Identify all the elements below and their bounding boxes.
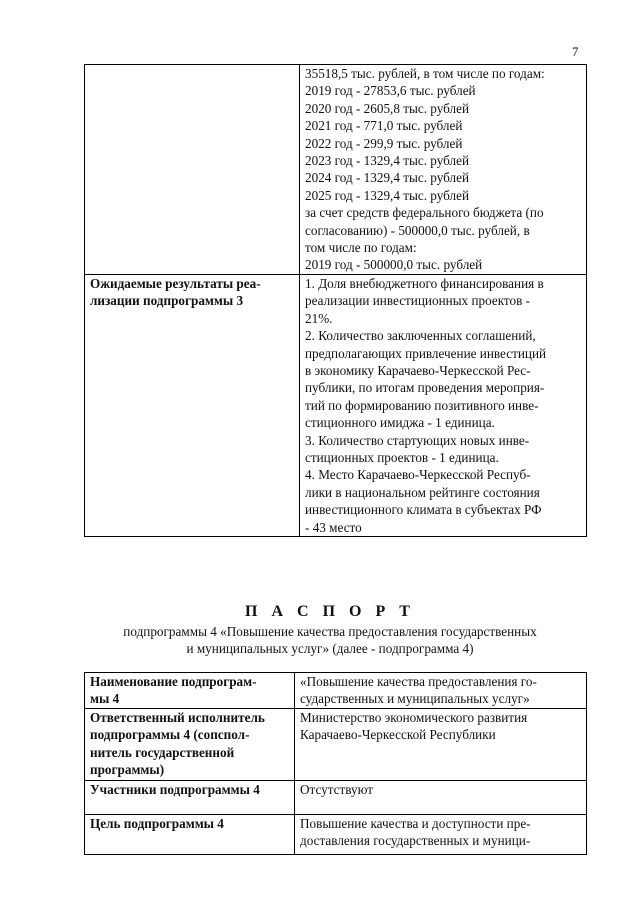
financing-results-table <box>84 64 587 537</box>
row-value-line: 2024 год - 1329,4 тыс. рублей <box>305 170 470 186</box>
row-value-line: 2020 год - 2605,8 тыс. рублей <box>305 100 470 116</box>
row-value-line: 2021 год - 771,0 тыс. рублей <box>305 118 463 134</box>
table-row <box>85 65 587 275</box>
row-label-line: лизации подпрограммы 3 <box>90 293 244 309</box>
row-label-line: Цель подпрограммы 4 <box>90 816 224 831</box>
row-value-cell <box>295 781 587 815</box>
row-value-line: Министерство экономического развития <box>300 710 528 725</box>
row-value-cell <box>295 673 587 709</box>
row-value-line: доставления государственных и муници- <box>300 833 531 849</box>
row-label-cell <box>85 815 295 855</box>
row-value-line: Повышение качества и доступности пре- <box>300 816 531 831</box>
passport-title: П А С П О Р Т <box>245 603 415 620</box>
row-value-line: реализации инвестиционных проектов - <box>305 293 531 309</box>
subprogram4-passport-table <box>84 672 587 855</box>
row-value-cell <box>300 65 587 275</box>
row-value-line: 21%. <box>305 310 333 326</box>
row-label-line: нитель государственной <box>90 744 235 760</box>
table-row <box>85 815 587 855</box>
row-value-line: 3. Количество стартующих новых инве- <box>305 432 530 448</box>
row-value-line: согласованию) - 500000,0 тыс. рублей, в <box>305 222 530 238</box>
row-value-line: лики в национальном рейтинге состояния <box>305 484 540 500</box>
row-value-cell <box>295 709 587 781</box>
row-label-line: подпрограммы 4 (сопспол- <box>90 727 250 743</box>
table-row <box>85 709 587 781</box>
row-label-cell <box>85 65 300 275</box>
passport-subtitle <box>70 623 590 657</box>
table-row <box>85 274 587 536</box>
row-value-line: стиционных проектов - 1 единица. <box>305 449 499 465</box>
row-value-line: 2025 год - 1329,4 тыс. рублей <box>305 187 470 203</box>
passport-subtitle-line: подпрограммы 4 «Повышение качества предоставления государственных <box>123 624 537 639</box>
page-number: 7 <box>572 44 579 59</box>
row-value-line: инвестиционного климата в субъектах РФ <box>305 502 542 518</box>
row-value-line: 2. Количество заключенных соглашений, <box>305 328 536 344</box>
row-value-line: предполагающих привлечение инвестиций <box>305 345 547 361</box>
row-value-line: 2019 год - 500000,0 тыс. рублей <box>305 257 483 273</box>
row-value-line: 2022 год - 299,9 тыс. рублей <box>305 135 463 151</box>
row-label-line: мы 4 <box>90 691 120 707</box>
row-value-line: сударственных и муниципальных услуг» <box>300 691 530 707</box>
row-value-line: в экономику Карачаево-Черкесской Рес- <box>305 362 531 378</box>
row-value-line: 2019 год - 27853,6 тыс. рублей <box>305 83 476 99</box>
table-row <box>85 781 587 815</box>
row-label-cell <box>85 274 300 536</box>
row-label-cell <box>85 781 295 815</box>
passport-subtitle-line: и муниципальных услуг» (далее - подпрограмма 4) <box>186 641 474 656</box>
row-value-line: за счет средств федерального бюджета (по <box>305 205 544 221</box>
row-value-cell <box>300 274 587 536</box>
row-label-line: Ожидаемые результаты реа- <box>90 275 261 291</box>
row-label-cell <box>85 673 295 709</box>
row-value-line: - 43 место <box>305 519 362 535</box>
row-label-line: Наименование подпрограм- <box>90 674 257 689</box>
passport-title-block <box>70 603 590 657</box>
row-value-line: 2023 год - 1329,4 тыс. рублей <box>305 153 470 169</box>
row-value-line: стиционного имиджа - 1 единица. <box>305 415 495 431</box>
row-value-line: 1. Доля внебюджетного финансирования в <box>305 275 544 291</box>
row-value-line: тий по формированию позитивного инве- <box>305 397 539 413</box>
row-value-cell <box>295 815 587 855</box>
row-value-line: «Повышение качества предоставления го- <box>300 674 537 689</box>
row-value-line: том числе по годам: <box>305 240 417 256</box>
row-label-line: Участники подпрограммы 4 <box>90 782 260 797</box>
row-value-line: 35518,5 тыс. рублей, в том числе по годам: <box>305 66 545 81</box>
table-row <box>85 673 587 709</box>
row-label-line: Ответственный исполнитель <box>90 710 265 725</box>
row-value-line: 4. Место Карачаево-Черкесской Респуб- <box>305 467 531 483</box>
row-value-line: публики, по итогам проведения мероприя- <box>305 380 545 396</box>
row-value-line: Отсутствуют <box>300 782 374 797</box>
row-value-line: Карачаево-Черкесской Республики <box>300 727 496 743</box>
row-label-cell <box>85 709 295 781</box>
row-label-line: программы) <box>90 762 165 778</box>
